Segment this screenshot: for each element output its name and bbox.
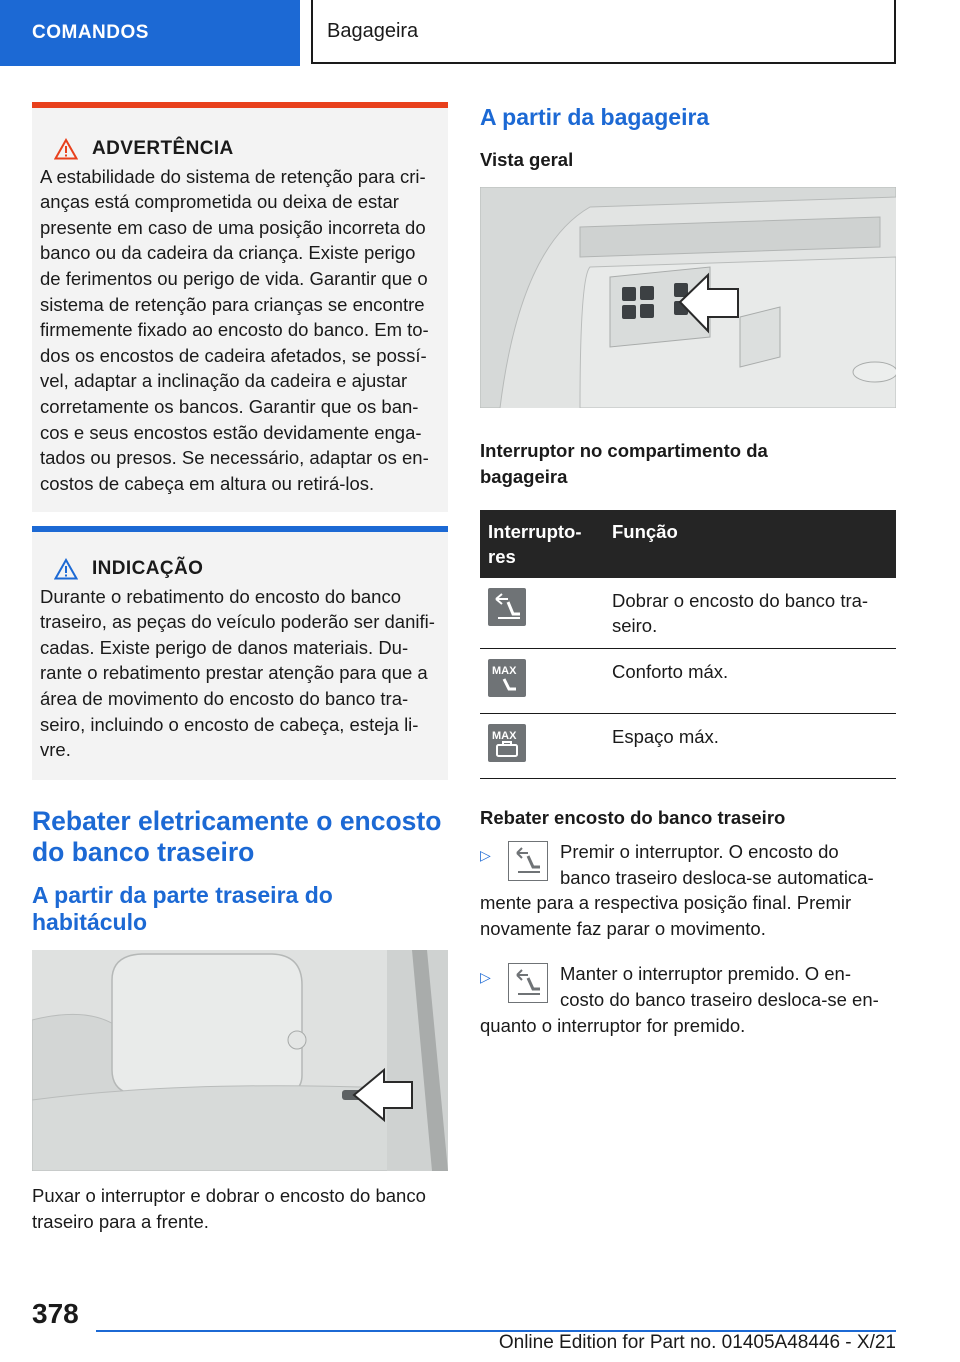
warning-line: anças está comprometida ou deixa de estar (40, 191, 399, 213)
warning-line: presente em caso de uma posição incorreta do (40, 216, 426, 238)
step-line: quanto o interruptor for premido. (480, 1014, 746, 1036)
notice-line: vre. (40, 739, 71, 761)
function-cell (604, 578, 896, 649)
step-line: mente para a respectiva posição final. Premir (480, 892, 852, 914)
section-title-luggage: A partir da bagageira (480, 104, 710, 130)
header-text: Interrupto- (488, 521, 582, 542)
notice-triangle-icon (54, 558, 78, 580)
table-header-switches (480, 510, 604, 578)
section-title-line: do banco traseiro (32, 837, 255, 867)
table-row (480, 649, 896, 714)
step-text-cont (480, 1013, 896, 1039)
step-line: costo do banco traseiro desloca-se en- (560, 988, 879, 1010)
caption-line: traseiro para a frente. (32, 1211, 209, 1232)
table-header-row (480, 510, 896, 578)
switch-cell (480, 714, 604, 779)
switch-location-heading (480, 438, 896, 490)
subsection-title-line: habitáculo (32, 909, 148, 935)
page-title: Bagageira (327, 19, 419, 42)
switch-function-table (480, 510, 896, 779)
max-comfort-icon (488, 659, 526, 697)
switch-heading-line: bagageira (480, 466, 568, 487)
warning-triangle-icon (54, 138, 78, 160)
warning-line: firmemente fixado ao encosto do banco. Em to- (40, 319, 429, 341)
step-bullet-icon: ▷ (480, 969, 491, 986)
luggage-compartment-illustration (480, 187, 896, 408)
warning-line: tados ou presos. Se necessário, adaptar os en- (40, 447, 429, 469)
notice-line: Durante o rebatimento do encosto do banco (40, 585, 401, 607)
max-space-icon (488, 724, 526, 762)
warning-line: sistema de retenção para crianças se encontre (40, 293, 425, 315)
function-text: seiro. (612, 615, 658, 636)
caption-line: Puxar o interruptor e dobrar o encosto do banco (32, 1185, 426, 1206)
page-title-box (311, 0, 896, 64)
step-line: novamente faz parar o movimento. (480, 917, 766, 939)
switch-cell (480, 578, 604, 649)
warning-title: ADVERTÊNCIA (92, 138, 234, 159)
warning-header (40, 136, 442, 162)
step-line: banco traseiro desloca-se automatica- (560, 866, 874, 888)
function-text: Dobrar o encosto do banco tra- (612, 590, 869, 611)
step-line: Premir o interruptor. O encosto do (560, 841, 839, 862)
subsection-title (32, 882, 448, 936)
table-row (480, 714, 896, 779)
step-bullet-icon: ▷ (480, 847, 491, 863)
function-text: Espaço máx. (612, 726, 719, 747)
notice-box (32, 526, 448, 780)
svg-text:MAX: MAX (492, 730, 517, 742)
warning-line: A estabilidade do sistema de retenção para cri- (40, 165, 426, 187)
table-row (480, 578, 896, 649)
footer-edition: Online Edition for Part no. 01405A48446 - X/21 (498, 1332, 896, 1353)
fold-seat-icon (508, 841, 548, 881)
section-tab: COMANDOS (0, 0, 300, 66)
header-text: res (488, 546, 516, 567)
warning-line: dos os encostos de cadeira afetados, se possí- (40, 344, 427, 366)
notice-text (40, 584, 442, 763)
page-number: 378 (32, 1298, 79, 1329)
function-cell (604, 714, 896, 779)
warning-line: corretamente os bancos. Garantir que os ban- (40, 395, 419, 417)
notice-header (40, 556, 442, 582)
section-title-line: Rebater eletricamente o encosto (32, 806, 442, 836)
luggage-compartment-drawing (480, 187, 896, 408)
warning-line: vel, adaptar a inclinação da cadeira e ajustar (40, 370, 408, 392)
rear-seat-illustration (32, 950, 448, 1171)
notice-line: área de movimento do encosto do banco tra- (40, 687, 409, 709)
warning-line: costos de cabeça em altura ou retirá-los. (40, 472, 375, 494)
function-cell (604, 649, 896, 714)
notice-line: seiro, incluindo o encosto de cabeça, esteja li- (40, 713, 419, 735)
overview-heading: Vista geral (480, 149, 574, 170)
warning-line: cos e seus encostos estão devidamente enga- (40, 421, 422, 443)
fold-backrest-heading: Rebater encosto do banco traseiro (480, 807, 786, 828)
warning-text (40, 164, 442, 497)
notice-line: cadas. Existe perigo de danos materiais. Du- (40, 636, 409, 658)
rear-seat-caption (32, 1183, 448, 1235)
notice-title: INDICAÇÃO (92, 558, 204, 579)
rear-seat-drawing (32, 950, 448, 1171)
left-column (32, 102, 448, 1235)
switch-cell (480, 649, 604, 714)
function-text: Conforto máx. (612, 661, 729, 682)
subsection-title-line: A partir da parte traseira do (32, 882, 333, 908)
svg-text:MAX: MAX (492, 665, 517, 677)
warning-line: de ferimentos ou perigo de vida. Garantir que o (40, 267, 428, 289)
fold-seat-icon (488, 588, 526, 626)
step-press-switch (480, 839, 896, 941)
step-hold-switch (480, 961, 896, 1038)
warning-line: banco ou da cadeira da criança. Existe perigo (40, 242, 416, 264)
step-line: Manter o interruptor premido. O en- (560, 963, 851, 985)
right-column (480, 102, 896, 1038)
switch-heading-line: Interruptor no compartimento da (480, 440, 768, 461)
table-header-function: Função (604, 510, 896, 578)
warning-box (32, 102, 448, 512)
notice-line: rante o rebatimento prestar atenção para que a (40, 662, 428, 684)
section-title (32, 806, 448, 868)
step-text-cont (480, 890, 896, 941)
fold-seat-icon (508, 963, 548, 1003)
notice-line: traseiro, as peças do veículo poderão ser danifi- (40, 611, 435, 633)
